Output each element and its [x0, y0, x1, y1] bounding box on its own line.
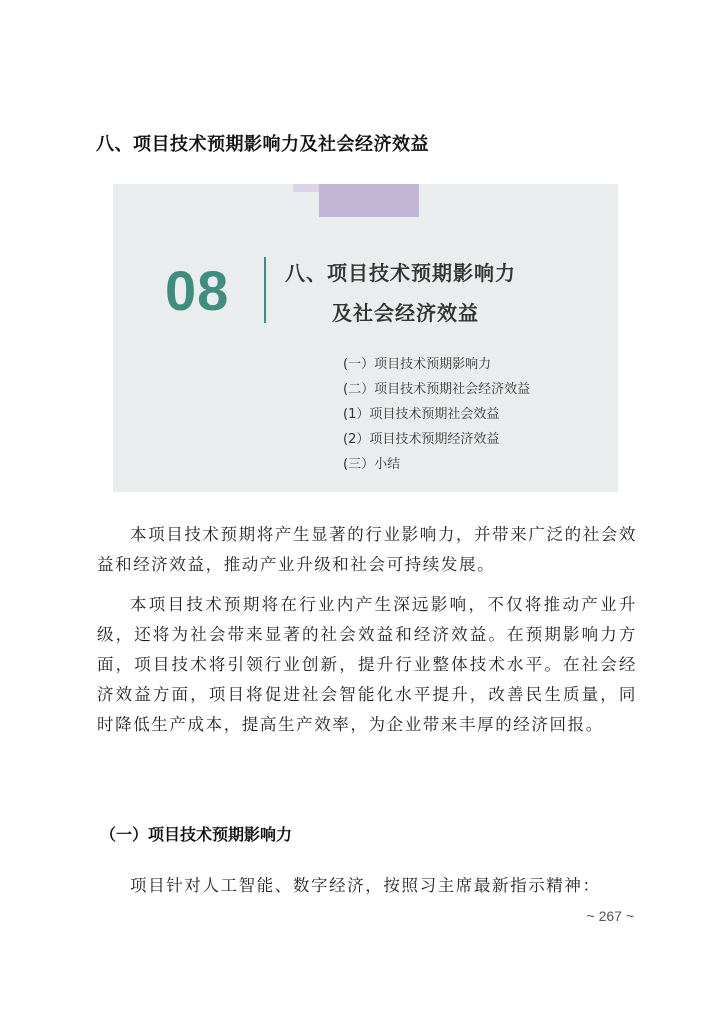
toc-item: (一）项目技术预期影响力 — [343, 357, 492, 372]
page-number: ~ 267 ~ — [586, 908, 634, 924]
cover-accent-bar-dark — [319, 184, 419, 217]
body-paragraph: 本项目技术预期将在行业内产生深远影响，不仅将推动产业升级，还将为社会带来显著的社会效益和经济效益。在预期影响力方面，项目技术将引领行业创新，提升行业整体技术水平。在社会经济效益方面，项目将促进社会智能化水平提升，改善民生质量，同时降低生产成本，提高生产效率，为企业带来丰厚的经济回报。 — [97, 595, 637, 734]
body-paragraph: 项目针对人工智能、数字经济，按照习主席最新指示精神： — [130, 876, 601, 895]
cover-divider — [264, 257, 266, 323]
toc-item: (二）项目技术预期社会经济效益 — [343, 382, 531, 397]
body-paragraph: 本项目技术预期将产生显著的行业影响力，并带来广泛的社会效益和经济效益，推动产业升级和社会可持续发展。 — [97, 525, 637, 574]
cover-title-line1: 八、项目技术预期影响力 — [285, 261, 516, 285]
section-heading: 八、项目技术预期影响力及社会经济效益 — [96, 134, 429, 155]
toc-item: (1）项目技术预期社会效益 — [343, 407, 500, 422]
sub-heading: （一）项目技术预期影响力 — [100, 825, 293, 844]
chapter-toc — [343, 356, 530, 481]
chapter-cover-card — [113, 184, 618, 492]
cover-title-line2: 及社会经济效益 — [332, 301, 479, 325]
chapter-number: 08 — [165, 259, 230, 322]
toc-item: (三）小结 — [343, 457, 401, 472]
toc-item: (2）项目技术预期经济效益 — [343, 432, 500, 447]
